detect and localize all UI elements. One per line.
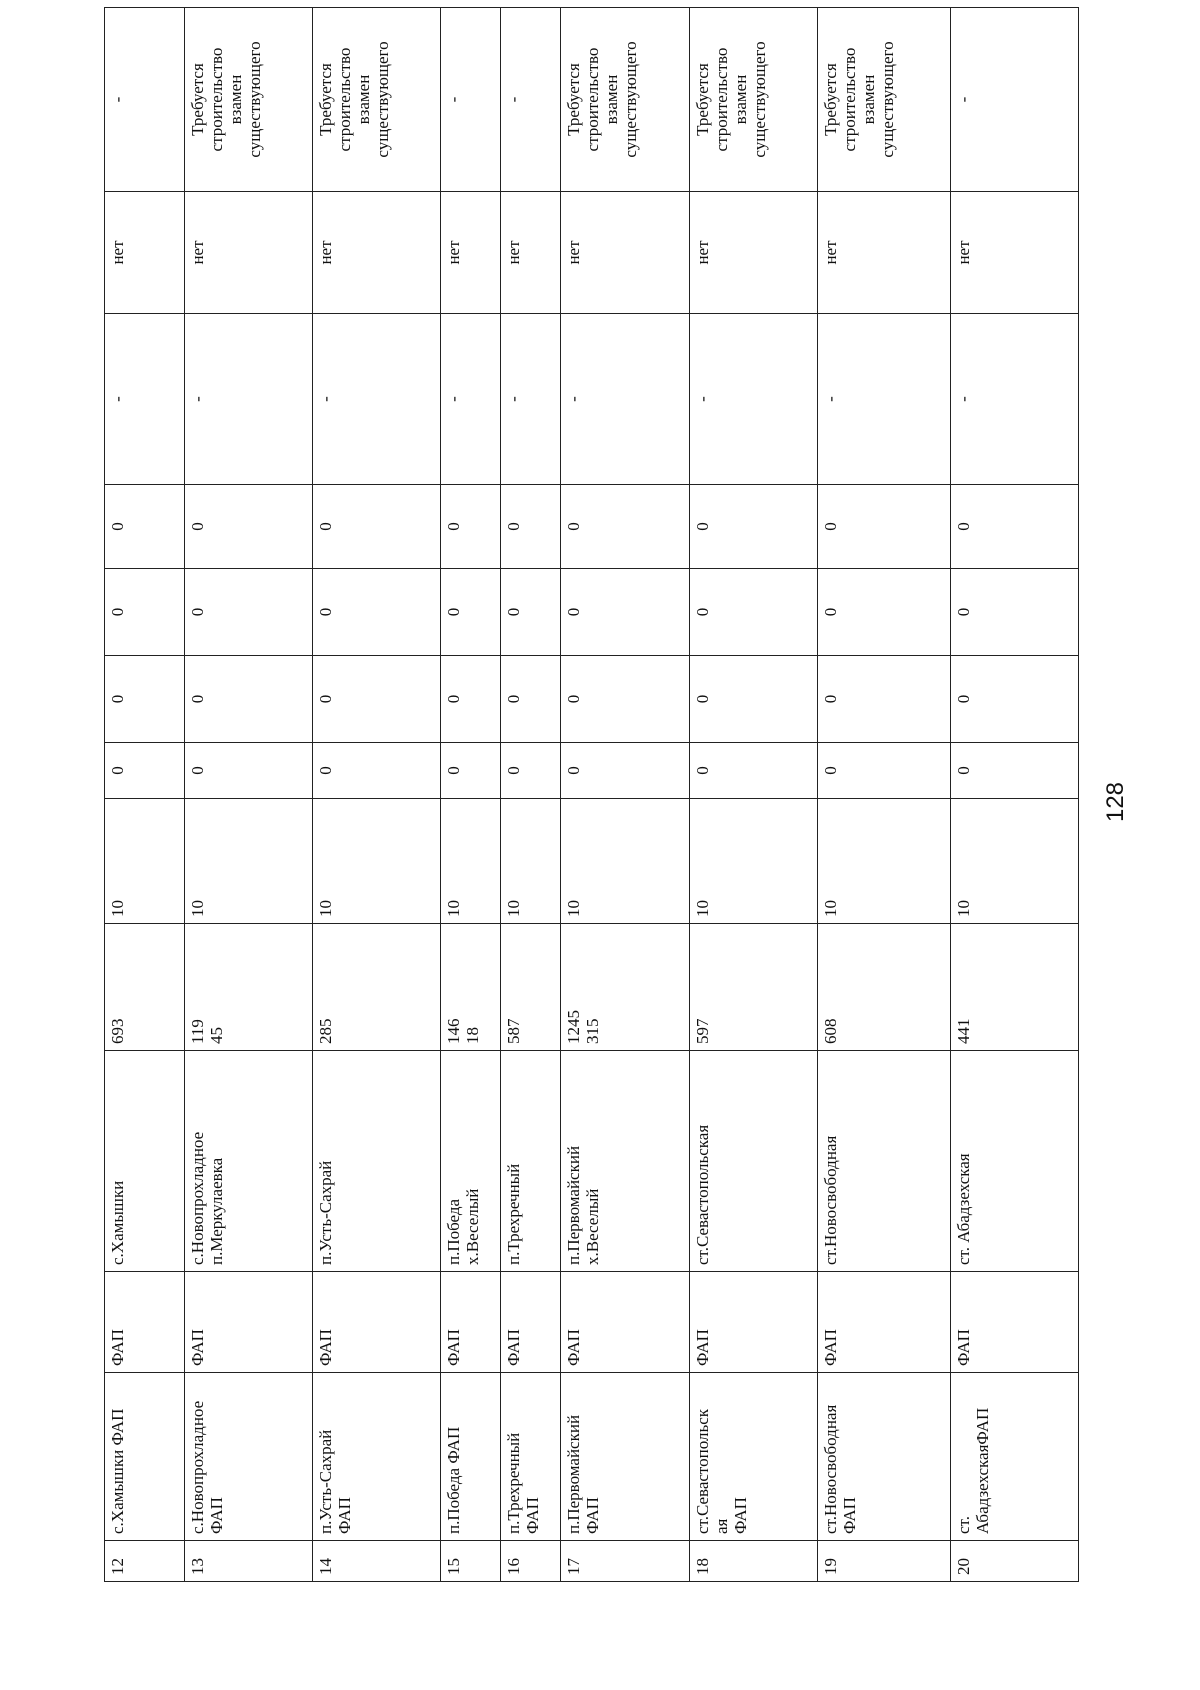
value-cell: 0 — [689, 485, 817, 569]
dash-cell: - — [950, 314, 1078, 485]
value-cell: 0 — [817, 569, 950, 656]
population-cell: 597 — [689, 924, 817, 1051]
table-row — [817, 8, 950, 1582]
value-cell: 0 — [105, 569, 185, 656]
facility-type-cell: ФАП — [561, 1272, 689, 1373]
note-cell: - — [105, 8, 185, 192]
value-cell: 0 — [689, 656, 817, 743]
population-cell: 693 — [105, 924, 185, 1051]
settlements-cell: с.Новопрохладное п.Меркулаевка — [185, 1051, 313, 1272]
table-row — [441, 8, 501, 1582]
availability-cell: нет — [561, 192, 689, 314]
row-number-cell: 13 — [185, 1541, 313, 1582]
value-cell: 0 — [561, 485, 689, 569]
settlements-cell: ст.Севастопольская — [689, 1051, 817, 1272]
value-cell: 0 — [185, 569, 313, 656]
value-cell: 0 — [501, 569, 561, 656]
note-cell: - — [441, 8, 501, 192]
value-cell: 0 — [561, 656, 689, 743]
value-cell: 0 — [313, 569, 441, 656]
value-cell: 0 — [313, 656, 441, 743]
note-cell: Требуется строительство взамен существующего — [313, 8, 441, 192]
value-cell: 0 — [501, 743, 561, 799]
value-cell: 10 — [185, 799, 313, 924]
facility-type-cell: ФАП — [185, 1272, 313, 1373]
note-cell: Требуется строительство взамен существующего — [689, 8, 817, 192]
settlements-cell: п.Трехречный — [501, 1051, 561, 1272]
settlements-cell: с.Хамышки — [105, 1051, 185, 1272]
row-number-cell: 17 — [561, 1541, 689, 1582]
table-row — [105, 8, 185, 1582]
table-row — [561, 8, 689, 1582]
value-cell: 0 — [817, 743, 950, 799]
value-cell: 0 — [441, 656, 501, 743]
value-cell: 0 — [313, 743, 441, 799]
value-cell: 0 — [950, 743, 1078, 799]
page-number: 128 — [1102, 781, 1129, 823]
population-cell: 146 18 — [441, 924, 501, 1051]
value-cell: 0 — [817, 485, 950, 569]
value-cell: 0 — [561, 743, 689, 799]
population-cell: 441 — [950, 924, 1078, 1051]
value-cell: 0 — [441, 569, 501, 656]
facility-type-cell: ФАП — [689, 1272, 817, 1373]
value-cell: 0 — [313, 485, 441, 569]
facility-name-cell: ст. АбадзехскаяФАП — [950, 1373, 1078, 1541]
value-cell: 0 — [950, 569, 1078, 656]
value-cell: 10 — [561, 799, 689, 924]
facility-type-cell: ФАП — [950, 1272, 1078, 1373]
table-row — [950, 8, 1078, 1582]
row-number-cell: 20 — [950, 1541, 1078, 1582]
table-body — [105, 8, 1079, 1582]
facility-name-cell: ст.Севастопольск ая ФАП — [689, 1373, 817, 1541]
row-number-cell: 18 — [689, 1541, 817, 1582]
value-cell: 10 — [689, 799, 817, 924]
facilities-table — [104, 7, 1079, 1582]
facility-name-cell: п.Усть-Сахрай ФАП — [313, 1373, 441, 1541]
value-cell: 0 — [105, 656, 185, 743]
note-cell: - — [950, 8, 1078, 192]
availability-cell: нет — [689, 192, 817, 314]
settlements-cell: ст. Абадзехская — [950, 1051, 1078, 1272]
settlements-cell: п.Первомайский х.Веселый — [561, 1051, 689, 1272]
row-number-cell: 16 — [501, 1541, 561, 1582]
facility-name-cell: ст.Новосвободная ФАП — [817, 1373, 950, 1541]
value-cell: 0 — [689, 569, 817, 656]
availability-cell: нет — [185, 192, 313, 314]
availability-cell: нет — [441, 192, 501, 314]
value-cell: 0 — [441, 485, 501, 569]
value-cell: 10 — [501, 799, 561, 924]
value-cell: 0 — [501, 656, 561, 743]
dash-cell: - — [185, 314, 313, 485]
population-cell: 587 — [501, 924, 561, 1051]
settlements-cell: п.Усть-Сахрай — [313, 1051, 441, 1272]
value-cell: 0 — [950, 485, 1078, 569]
dash-cell: - — [817, 314, 950, 485]
facility-name-cell: п.Первомайский ФАП — [561, 1373, 689, 1541]
note-cell: Требуется строительство взамен существующего — [817, 8, 950, 192]
value-cell: 0 — [817, 656, 950, 743]
settlements-cell: п.Победа х.Веселый — [441, 1051, 501, 1272]
value-cell: 0 — [105, 743, 185, 799]
rotated-table-container — [104, 41, 1079, 1582]
value-cell: 0 — [501, 485, 561, 569]
table-row — [689, 8, 817, 1582]
value-cell: 10 — [313, 799, 441, 924]
facility-name-cell: с.Новопрохладное ФАП — [185, 1373, 313, 1541]
dash-cell: - — [501, 314, 561, 485]
row-number-cell: 19 — [817, 1541, 950, 1582]
availability-cell: нет — [501, 192, 561, 314]
value-cell: 0 — [185, 656, 313, 743]
availability-cell: нет — [105, 192, 185, 314]
dash-cell: - — [561, 314, 689, 485]
dash-cell: - — [441, 314, 501, 485]
facility-type-cell: ФАП — [817, 1272, 950, 1373]
facility-name-cell: п.Трехречный ФАП — [501, 1373, 561, 1541]
note-cell: Требуется строительство взамен существующего — [185, 8, 313, 192]
value-cell: 0 — [441, 743, 501, 799]
population-cell: 608 — [817, 924, 950, 1051]
dash-cell: - — [313, 314, 441, 485]
value-cell: 10 — [950, 799, 1078, 924]
facility-type-cell: ФАП — [105, 1272, 185, 1373]
value-cell: 10 — [817, 799, 950, 924]
facility-name-cell: с.Хамышки ФАП — [105, 1373, 185, 1541]
value-cell: 0 — [950, 656, 1078, 743]
note-cell: - — [501, 8, 561, 192]
availability-cell: нет — [817, 192, 950, 314]
value-cell: 0 — [185, 743, 313, 799]
settlements-cell: ст.Новосвободная — [817, 1051, 950, 1272]
row-number-cell: 12 — [105, 1541, 185, 1582]
note-cell: Требуется строительство взамен существующего — [561, 8, 689, 192]
table-row — [313, 8, 441, 1582]
value-cell: 10 — [105, 799, 185, 924]
value-cell: 0 — [185, 485, 313, 569]
population-cell: 285 — [313, 924, 441, 1051]
availability-cell: нет — [313, 192, 441, 314]
facility-type-cell: ФАП — [501, 1272, 561, 1373]
value-cell: 10 — [441, 799, 501, 924]
table-row — [501, 8, 561, 1582]
value-cell: 0 — [105, 485, 185, 569]
row-number-cell: 14 — [313, 1541, 441, 1582]
table-row — [185, 8, 313, 1582]
dash-cell: - — [689, 314, 817, 485]
row-number-cell: 15 — [441, 1541, 501, 1582]
facility-type-cell: ФАП — [441, 1272, 501, 1373]
facility-name-cell: п.Победа ФАП — [441, 1373, 501, 1541]
value-cell: 0 — [561, 569, 689, 656]
value-cell: 0 — [689, 743, 817, 799]
population-cell: 1245 315 — [561, 924, 689, 1051]
availability-cell: нет — [950, 192, 1078, 314]
dash-cell: - — [105, 314, 185, 485]
population-cell: 119 45 — [185, 924, 313, 1051]
facility-type-cell: ФАП — [313, 1272, 441, 1373]
